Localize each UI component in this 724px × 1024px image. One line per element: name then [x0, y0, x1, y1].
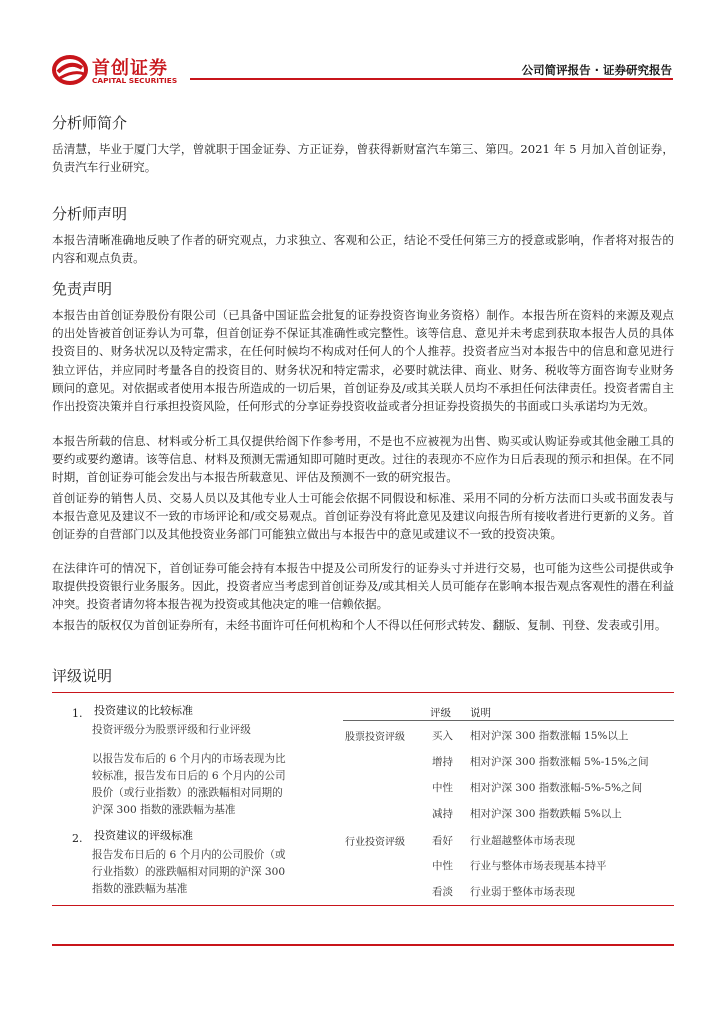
list-number: 2. [72, 832, 83, 845]
header-divider [190, 78, 673, 80]
table-cell-desc: 相对沪深 300 指数涨幅 5%-15%之间 [470, 756, 649, 768]
table-cell-desc: 相对沪深 300 指数涨幅 15%以上 [470, 730, 629, 742]
list-line: 投资评级分为股票评级和行业评级 [92, 724, 251, 736]
analyst-intro-text: 岳清慧，毕业于厦门大学，曾就职于国金证券、方正证券，曾获得新财富汽车第三、第四。2021 年 5 月加入首创证券，负责汽车行业研究。 [52, 142, 674, 175]
table-cell-rating: 买入 [432, 730, 453, 742]
disclaimer-paragraph: 本报告的版权仅为首创证券所有，未经书面许可任何机构和个人不得以任何形式转发、翻版、复制、刊登、发表或引用。 [52, 618, 667, 632]
table-cell-rating: 看淡 [432, 886, 453, 898]
list-line: 报告发布日后的 6 个月内的公司股价（或 [92, 849, 286, 861]
analyst-intro-title: 分析师简介 [52, 114, 128, 132]
list-line: 以报告发布后的 6 个月内的市场表现为比 [92, 753, 286, 765]
list-line: 沪深 300 指数的涨跌幅为基准 [92, 804, 236, 816]
list-number: 1. [72, 707, 83, 720]
list-line: 股价（或行业指数）的涨跌幅相对同期的 [92, 787, 283, 799]
table-cell-rating: 中性 [432, 782, 453, 794]
table-cell-desc: 相对沪深 300 指数涨幅-5%-5%之间 [470, 782, 643, 794]
table-cell-desc: 相对沪深 300 指数跌幅 5%以上 [470, 808, 622, 820]
list-item-title: 投资建议的比较标准 [94, 704, 193, 717]
table-header-desc: 说明 [470, 707, 491, 719]
analyst-statement-title: 分析师声明 [52, 205, 128, 223]
list-line [92, 739, 302, 751]
table-header-rating: 评级 [430, 707, 451, 719]
list-item-header [72, 827, 302, 847]
list-item-title: 投资建议的评级标准 [94, 829, 193, 842]
rating-criteria-list [72, 702, 302, 898]
table-cell-desc: 行业与整体市场表现基本持平 [470, 860, 607, 872]
table-cell-rating: 增持 [432, 756, 453, 768]
table-cell-desc: 行业超越整体市场表现 [470, 835, 575, 847]
list-item-header [72, 702, 302, 722]
table-cell-rating: 看好 [432, 835, 453, 847]
rating-title: 评级说明 [52, 667, 113, 685]
table-header-rule [343, 720, 674, 721]
table-cell-rating: 中性 [432, 860, 453, 872]
table-category-stock: 股票投资评级 [345, 732, 405, 743]
table-cell-rating: 减持 [432, 808, 453, 820]
table-category-industry: 行业投资评级 [345, 837, 405, 848]
disclaimer-paragraph: 本报告由首创证券股份有限公司（已具备中国证监会批复的证券投资咨询业务资格）制作。本报告所在资料的来源及观点的出处皆被首创证券认为可靠，但首创证券不保证其准确性或完整性。该等信息、意见并未考虑到获取本报告人员的具体投资目的、财务状况以及特定需求，在任何时候均不构成对任何人的个人推荐。投资者应当对本报告中的信息和意见进行独立评估，并应同时考量各自的投资目的、财务状况和特定需求，必要时就法律、商业、财务、税收等方面咨询专业财务顾问的意见。对依据或者使用本报告所造成的一切后果，首创证券及/或其关联人员均不承担任何法律责任。投资者需自主作出投资决策并自行承担投资风险，任何形式的分享证券投资收益或者分担证券投资损失的书面或口头承诺均为无效。 [52, 308, 674, 414]
logo-english-text: CAPITAL SECURITIES [92, 76, 178, 85]
disclaimer-paragraph: 在法律许可的情况下，首创证券可能会持有本报告中提及公司所发行的证券头寸并进行交易，也可能为这些公司提供或争取提供投资银行业务服务。因此，投资者应当考虑到首创证券及/或其相关人员可能存在影响本报告观点客观性的潜在利益冲突。投资者请勿将本报告视为投资或其他决定的唯一信赖依据。 [52, 561, 674, 612]
list-item-body [72, 722, 302, 819]
disclaimer-paragraph: 首创证券的销售人员、交易人员以及其他专业人士可能会依据不同假设和标准、采用不同的分析方法而口头或书面发表与本报告意见及建议不一致的市场评论和/或交易观点。首创证券没有将此意见及建议向报告所有接收者进行更新的义务。首创证券的自营部门以及其他投资业务部门可能独立做出与本报告中的意见或建议不一致的投资决策。 [52, 491, 674, 542]
list-line: 指数的涨跌幅为基准 [92, 883, 188, 895]
report-type-label: 公司简评报告 · 证券研究报告 [521, 63, 672, 77]
list-line: 行业指数）的涨跌幅相对同期的沪深 300 [92, 866, 286, 878]
list-line: 较标准，报告发布日后的 6 个月内的公司 [92, 770, 286, 782]
footer-divider [52, 944, 674, 946]
disclaimer-title: 免责声明 [52, 280, 113, 298]
analyst-statement-text: 本报告清晰准确地反映了作者的研究观点，力求独立、客观和公正，结论不受任何第三方的授意或影响，作者将对报告的内容和观点负责。 [52, 233, 674, 266]
rating-top-rule [52, 692, 674, 693]
disclaimer-paragraph: 本报告所载的信息、材料或分析工具仅提供给阁下作参考用，不是也不应被视为出售、购买或认购证券或其他金融工具的要约或要约邀请。该等信息、材料及预测无需通知即可随时更改。过往的表现亦不应作为日后表现的预示和担保。在不同时期，首创证券可能会发出与本报告所载意见、评估及预测不一致的研究报告。 [52, 434, 674, 485]
logo-chinese-text: 首创证券 [92, 58, 168, 79]
table-cell-desc: 行业弱于整体市场表现 [470, 886, 575, 898]
rating-bottom-rule [52, 905, 674, 906]
list-item-body [72, 847, 302, 898]
company-logo [52, 52, 192, 88]
logo-mark-icon [52, 52, 88, 88]
